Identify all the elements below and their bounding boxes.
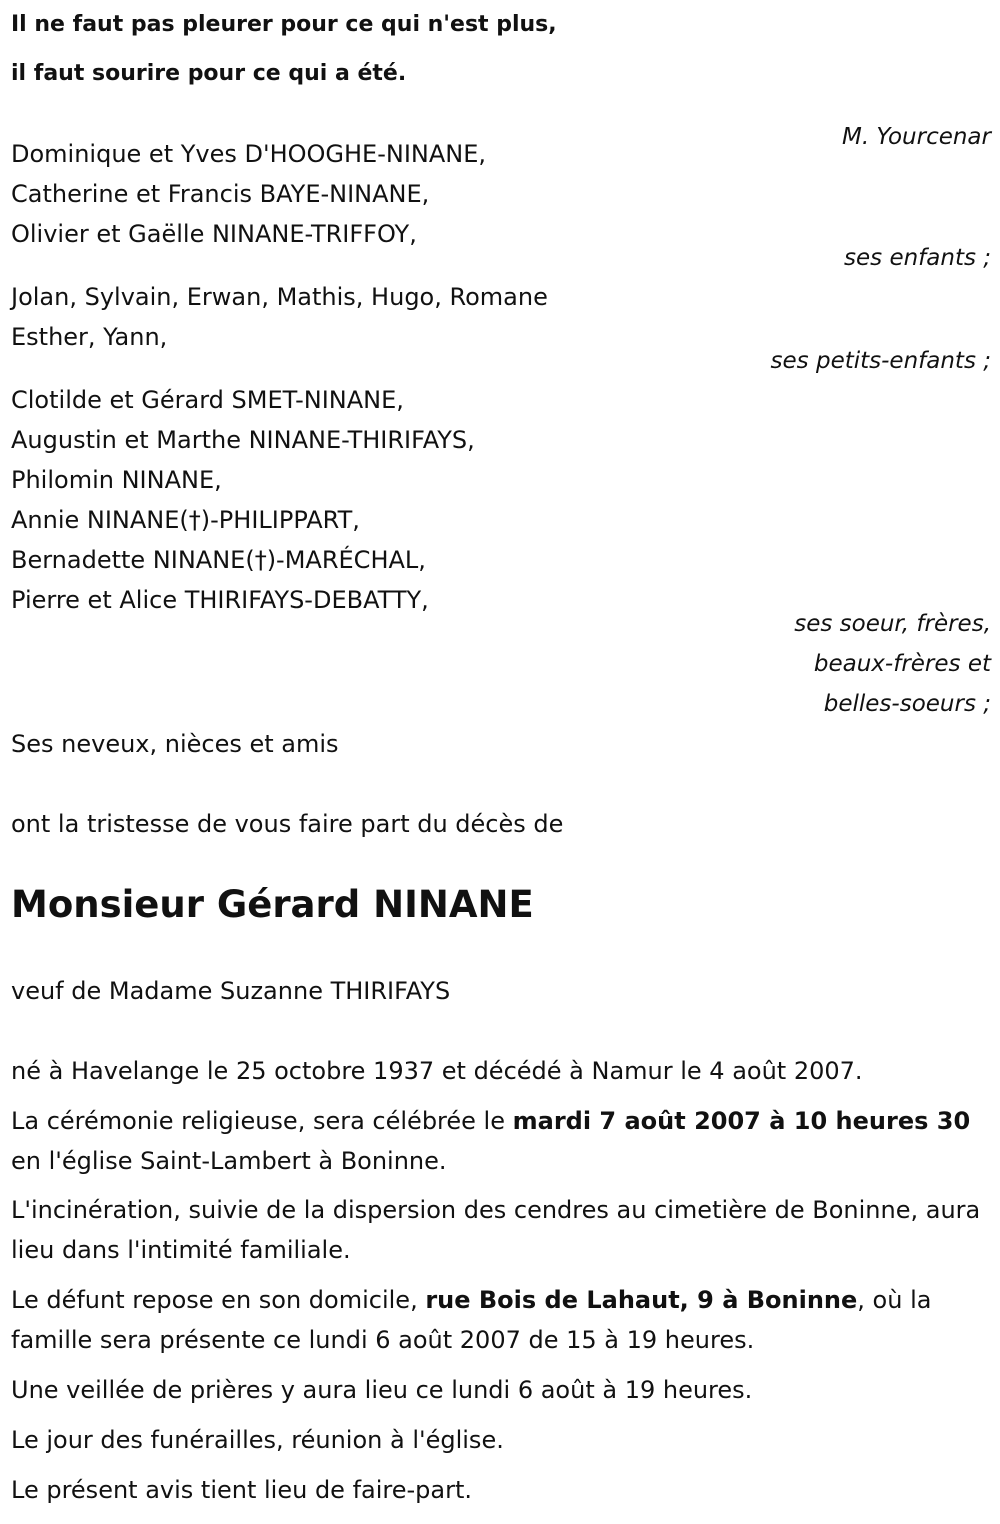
ceremony-place: en l'église Saint-Lambert à Boninne.: [11, 1147, 447, 1175]
child-name: Catherine et Francis BAYE-NINANE,: [11, 180, 430, 208]
funeral-day-line: Le jour des funérailles, réunion à l'église.: [11, 1426, 504, 1454]
ceremony-datetime: mardi 7 août 2007 à 10 heures 30: [512, 1107, 971, 1135]
vigil-line: Une veillée de prières y aura lieu ce lundi 6 août à 19 heures.: [11, 1376, 753, 1404]
quote-line-1: Il ne faut pas pleurer pour ce qui n'est plus,: [11, 12, 557, 37]
repose-address: rue Bois de Lahaut, 9 à Boninne: [425, 1286, 858, 1314]
ceremony-text: La cérémonie religieuse, sera célébrée le: [11, 1107, 513, 1135]
announcement-line: ont la tristesse de vous faire part du décès de: [11, 810, 564, 838]
cremation-paragraph: L'incinération, suivie de la dispersion des cendres au cimetière de Boninne, aura lieu dans l'intimité familiale.: [11, 1196, 981, 1264]
widower-line: veuf de Madame Suzanne THIRIFAYS: [11, 977, 451, 1005]
grandchildren-relation: ses petits-enfants ;: [770, 348, 991, 374]
sibling-name: Annie NINANE(†)-PHILIPPART,: [11, 506, 360, 534]
grandchild-names: Jolan, Sylvain, Erwan, Mathis, Hugo, Romane: [11, 283, 548, 311]
grandchild-names: Esther, Yann,: [11, 323, 168, 351]
deceased-name: Monsieur Gérard NINANE: [11, 883, 534, 926]
repose-details: , où la famille sera présente ce lundi 6 août 2007 de 15 à 19 heures.: [11, 1286, 932, 1354]
siblings-relation: beaux-frères et: [813, 651, 991, 677]
siblings-relation: ses soeur, frères,: [794, 611, 991, 637]
birth-death-line: né à Havelange le 25 octobre 1937 et décédé à Namur le 4 août 2007.: [11, 1057, 863, 1085]
sibling-name: Augustin et Marthe NINANE-THIRIFAYS,: [11, 426, 475, 454]
sibling-name: Philomin NINANE,: [11, 466, 222, 494]
child-name: Dominique et Yves D'HOOGHE-NINANE,: [11, 140, 487, 168]
sibling-name: Clotilde et Gérard SMET-NINANE,: [11, 386, 404, 414]
sibling-name: Pierre et Alice THIRIFAYS-DEBATTY,: [11, 586, 429, 614]
children-relation: ses enfants ;: [844, 245, 991, 271]
repose-text: Le défunt repose en son domicile,: [11, 1286, 426, 1314]
quote-author: M. Yourcenar: [841, 124, 991, 150]
siblings-relation: belles-soeurs ;: [823, 691, 991, 717]
child-name: Olivier et Gaëlle NINANE-TRIFFOY,: [11, 220, 417, 248]
notice-line: Le présent avis tient lieu de faire-part.: [11, 1476, 473, 1504]
others-line: Ses neveux, nièces et amis: [11, 730, 339, 758]
quote-line-2: il faut sourire pour ce qui a été.: [11, 61, 407, 86]
ceremony-paragraph: [11, 1101, 986, 1181]
repose-paragraph: [11, 1280, 986, 1360]
sibling-name: Bernadette NINANE(†)-MARÉCHAL,: [11, 546, 426, 574]
